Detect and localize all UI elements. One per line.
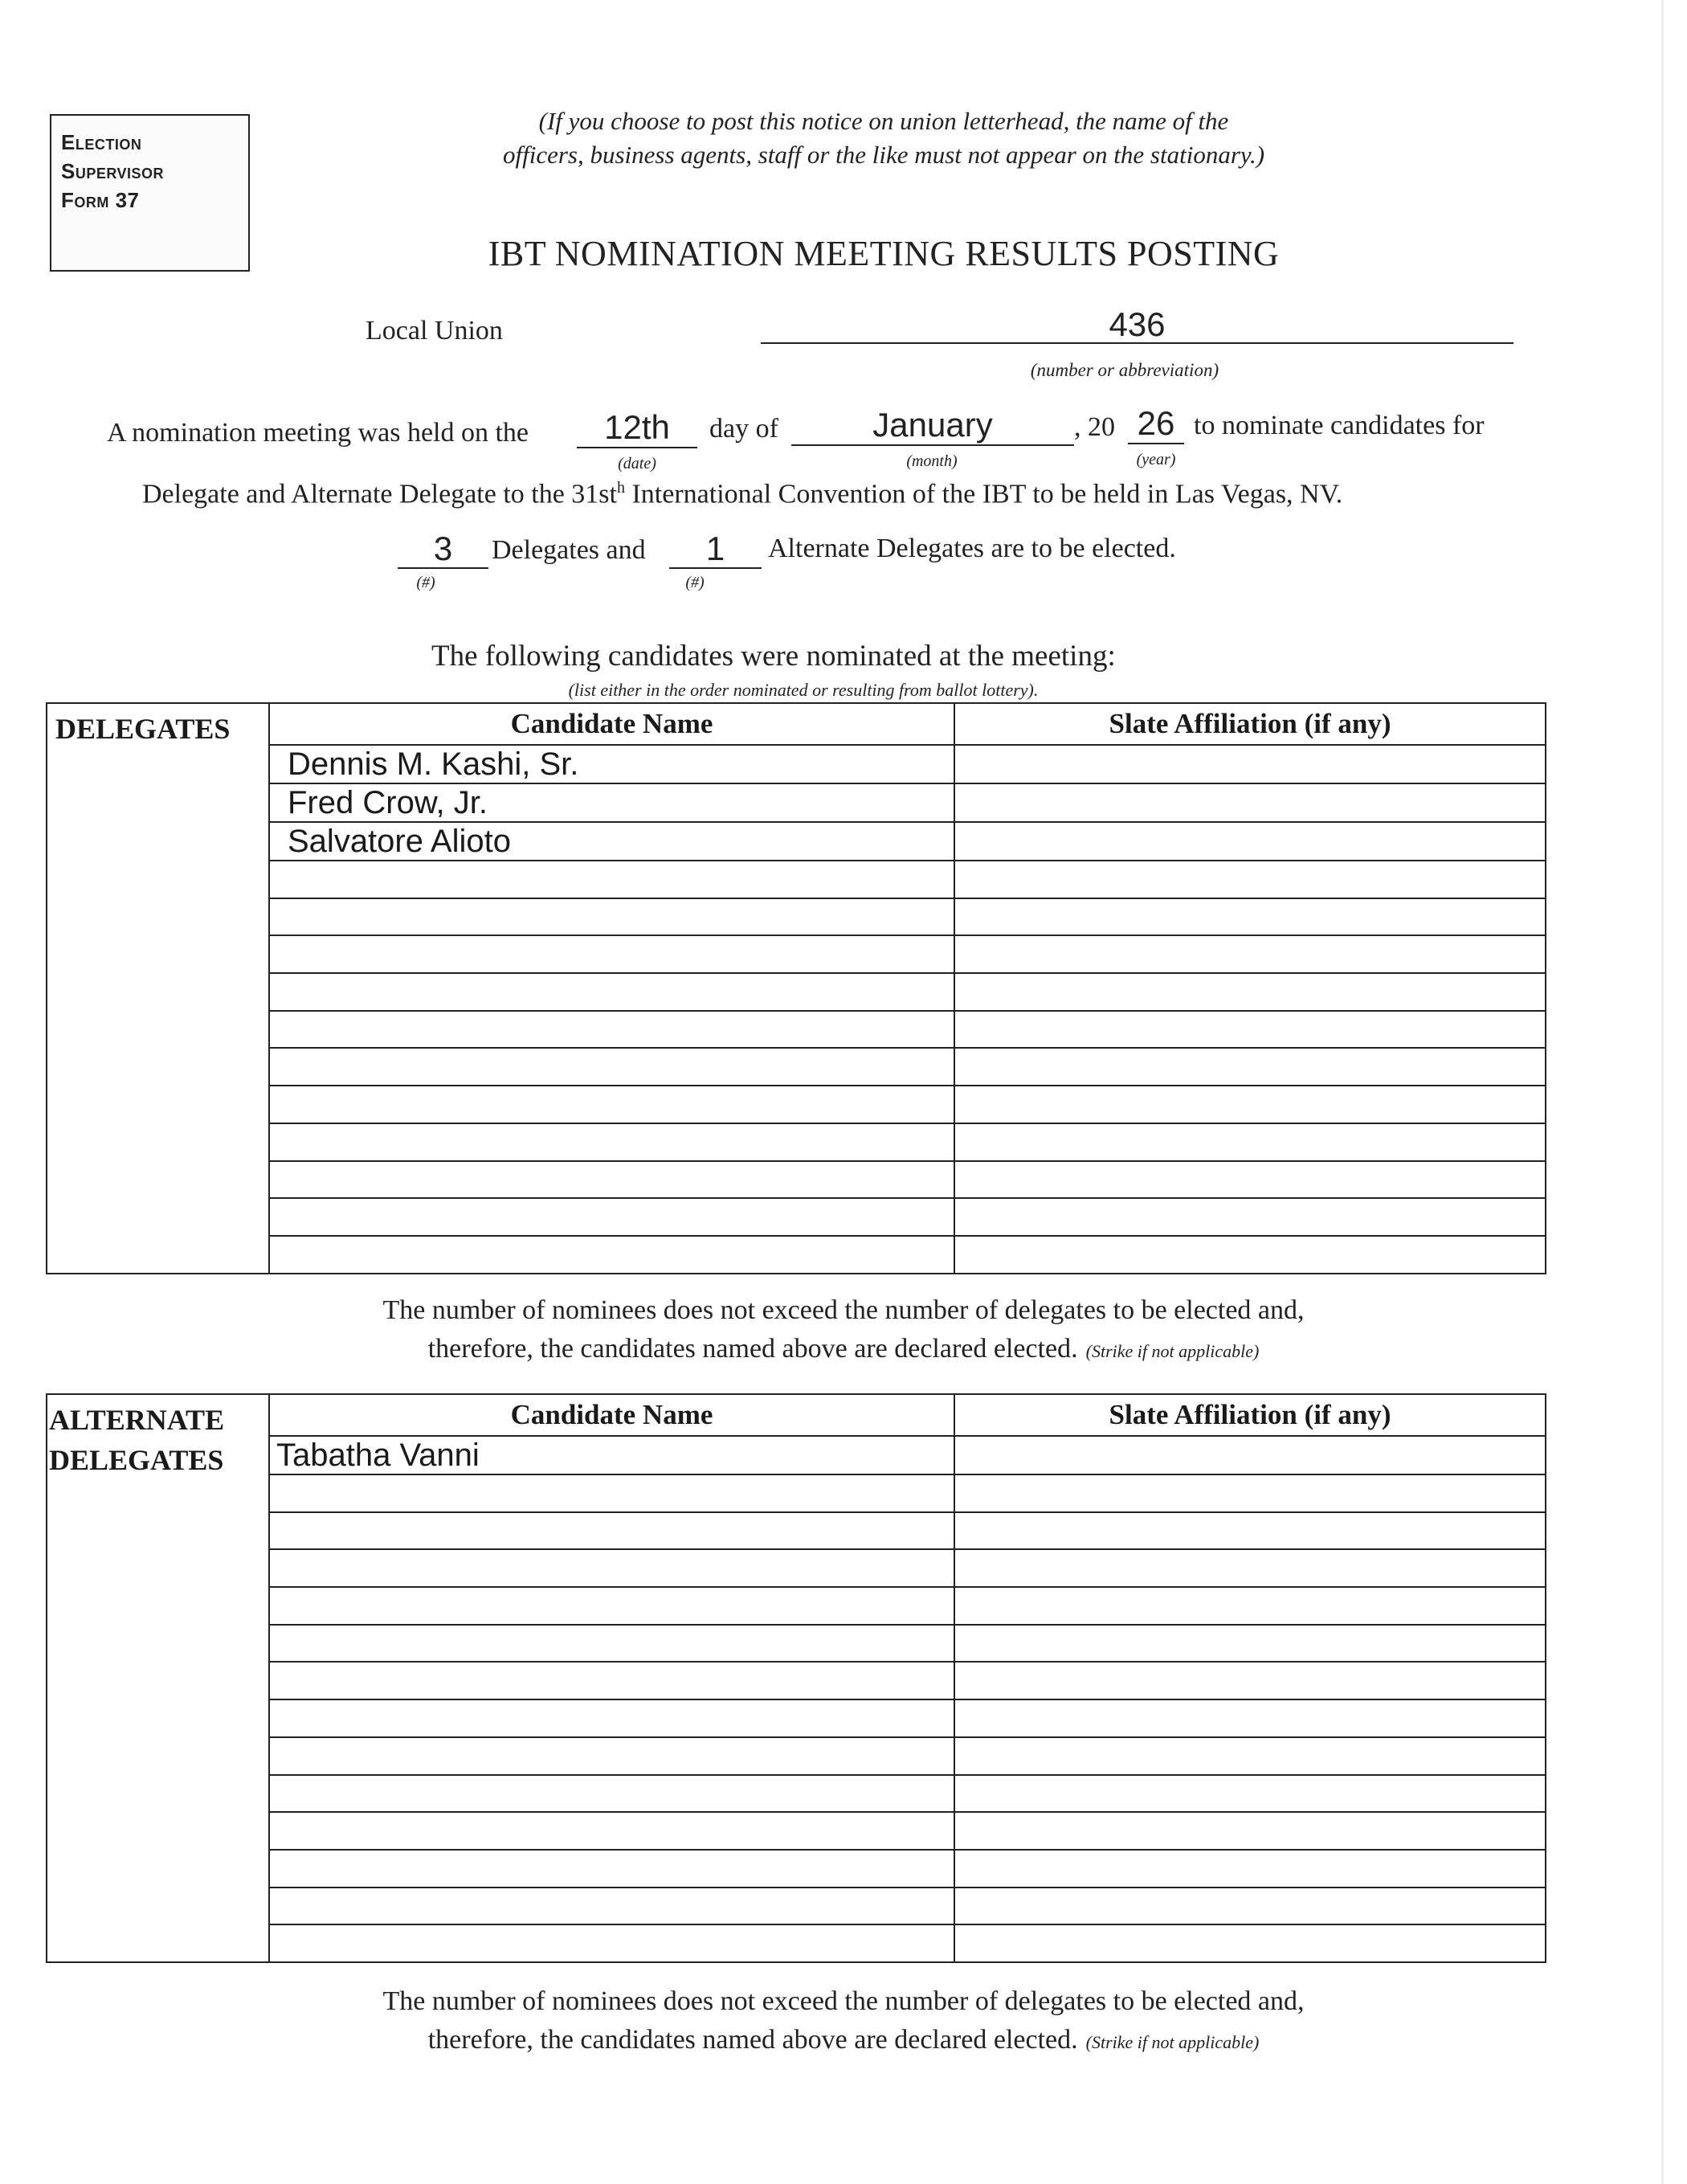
- candidate-name-cell[interactable]: [269, 1048, 954, 1086]
- convention-text-a: Delegate and Alternate Delegate to the 31st: [142, 479, 617, 509]
- slate-cell[interactable]: [954, 1887, 1546, 1925]
- table-row: [47, 861, 1546, 898]
- table-row: [47, 1048, 1546, 1086]
- meeting-date-caption: (date): [618, 455, 656, 472]
- convention-sentence: [142, 479, 1342, 509]
- table-header-row: [47, 703, 1546, 745]
- alternates-strike-note: (Strike if not applicable): [1085, 2032, 1260, 2052]
- table-row: [47, 1549, 1546, 1587]
- candidate-name-cell[interactable]: [269, 1198, 954, 1236]
- column-header-slate-affiliation: Slate Affiliation (if any): [954, 703, 1546, 745]
- table-row: [47, 1198, 1546, 1236]
- nominated-subheading: (list either in the order nominated or resulting from ballot lottery).: [568, 680, 1039, 700]
- slate-cell[interactable]: [954, 1198, 1546, 1236]
- meeting-year-prefix: , 20: [1074, 412, 1115, 442]
- table-row: [47, 935, 1546, 973]
- local-union-label: Local Union: [366, 316, 503, 346]
- slate-cell[interactable]: [954, 1850, 1546, 1887]
- table-row: [47, 1699, 1546, 1737]
- table-row: [47, 1436, 1546, 1474]
- delegates-count-caption: (#): [416, 574, 435, 591]
- meeting-month-field[interactable]: [791, 406, 1074, 446]
- table-row: [47, 1924, 1546, 1962]
- page-edge: [1661, 0, 1664, 2184]
- delegates-count-value: 3: [433, 530, 453, 567]
- slate-cell[interactable]: [954, 1924, 1546, 1962]
- candidate-name-cell[interactable]: [269, 861, 954, 898]
- candidate-name-cell[interactable]: [269, 1086, 954, 1123]
- alternates-section-label: [47, 1394, 269, 1962]
- slate-cell[interactable]: [954, 1011, 1546, 1049]
- table-row: [47, 1123, 1546, 1161]
- candidate-name-cell[interactable]: [269, 1236, 954, 1274]
- alternates-table: [46, 1393, 1546, 1963]
- meeting-month-value: January: [872, 406, 993, 444]
- candidate-name-cell[interactable]: [269, 1924, 954, 1962]
- table-row: [47, 783, 1546, 822]
- candidate-name-cell[interactable]: [269, 1812, 954, 1850]
- meeting-prefix: A nomination meeting was held on the: [107, 418, 529, 448]
- candidate-name-cell[interactable]: [269, 1662, 954, 1699]
- candidate-name-cell[interactable]: [269, 1699, 954, 1737]
- convention-text-b: International Convention of the IBT to be held in Las Vegas, NV.: [624, 479, 1343, 509]
- slate-cell[interactable]: [954, 1123, 1546, 1161]
- table-row: [47, 1086, 1546, 1123]
- slate-cell[interactable]: [954, 1662, 1546, 1699]
- letterhead-notice-line-2: officers, business agents, staff or the like must not appear on the stationary.): [502, 141, 1265, 169]
- form-box-line-2: Supervisor: [61, 159, 165, 183]
- candidate-name-cell[interactable]: Fred Crow, Jr.: [269, 783, 954, 822]
- table-row: [47, 745, 1546, 783]
- meeting-suffix: to nominate candidates for: [1194, 411, 1485, 440]
- candidate-name-cell[interactable]: [269, 1850, 954, 1887]
- table-header-row: [47, 1394, 1546, 1436]
- candidate-name-cell[interactable]: [269, 1887, 954, 1925]
- form-box-line-1: Election: [61, 130, 142, 154]
- form-id-box: [50, 114, 250, 272]
- letterhead-notice-line-1: (If you choose to post this notice on union letterhead, the name of the: [538, 107, 1229, 135]
- meeting-year-value: 26: [1137, 404, 1175, 442]
- candidate-name-cell[interactable]: [269, 1474, 954, 1512]
- slate-cell[interactable]: [954, 1737, 1546, 1775]
- candidate-name-cell[interactable]: [269, 973, 954, 1011]
- slate-cell[interactable]: [954, 1587, 1546, 1625]
- slate-cell[interactable]: [954, 822, 1546, 861]
- column-header-candidate-name: Candidate Name: [269, 703, 954, 745]
- meeting-date-field[interactable]: [577, 408, 697, 448]
- candidate-name-cell[interactable]: Salvatore Alioto: [269, 822, 954, 861]
- delegates-count-field[interactable]: [398, 530, 488, 569]
- candidate-name-cell[interactable]: [269, 1587, 954, 1625]
- alternates-footer-text: therefore, the candidates named above are declared elected.: [427, 2025, 1078, 2055]
- table-row: [47, 1737, 1546, 1775]
- delegates-footer-line-2: [241, 1334, 1446, 1364]
- alternates-footer-line-1: The number of nominees does not exceed the number of delegates to be elected and,: [382, 1986, 1305, 2016]
- meeting-day-of: day of: [709, 414, 778, 444]
- slate-cell[interactable]: [954, 1625, 1546, 1663]
- meeting-year-caption: (year): [1136, 451, 1176, 468]
- table-row: [47, 1625, 1546, 1663]
- meeting-year-field[interactable]: [1128, 404, 1184, 444]
- candidate-name-cell[interactable]: [269, 1011, 954, 1049]
- table-row: [47, 822, 1546, 861]
- candidate-name-cell[interactable]: Tabatha Vanni: [269, 1436, 954, 1474]
- local-union-caption: (number or abbreviation): [1030, 360, 1219, 380]
- alternates-label-line-2: DELEGATES: [49, 1444, 224, 1476]
- slate-cell[interactable]: [954, 1236, 1546, 1274]
- slate-cell[interactable]: [954, 745, 1546, 783]
- candidate-name-cell[interactable]: [269, 898, 954, 936]
- table-row: [47, 1662, 1546, 1699]
- slate-cell[interactable]: [954, 1048, 1546, 1086]
- delegates-strike-note: (Strike if not applicable): [1085, 1341, 1260, 1361]
- slate-cell[interactable]: [954, 898, 1546, 936]
- candidate-name-cell[interactable]: [269, 935, 954, 973]
- table-row: [47, 1161, 1546, 1199]
- candidate-name-cell[interactable]: [269, 1549, 954, 1587]
- local-union-field[interactable]: [761, 307, 1513, 344]
- table-row: [47, 1587, 1546, 1625]
- slate-cell[interactable]: [954, 1474, 1546, 1512]
- table-row: [47, 1011, 1546, 1049]
- delegates-footer-text: therefore, the candidates named above are declared elected.: [427, 1334, 1078, 1364]
- table-row: [47, 1512, 1546, 1550]
- delegates-table: [46, 702, 1546, 1274]
- alternates-label-line-1: ALTERNATE: [49, 1404, 225, 1436]
- slate-cell[interactable]: [954, 973, 1546, 1011]
- meeting-month-caption: (month): [906, 452, 958, 470]
- alternates-count-label: Alternate Delegates are to be elected.: [768, 534, 1176, 563]
- slate-cell[interactable]: [954, 861, 1546, 898]
- table-row: [47, 973, 1546, 1011]
- alternates-count-value: 1: [705, 530, 725, 567]
- table-row: [47, 1236, 1546, 1274]
- local-union-value: 436: [1109, 305, 1166, 343]
- table-row: [47, 1850, 1546, 1887]
- nominated-heading: The following candidates were nominated at the meeting:: [431, 640, 1116, 673]
- candidate-name-cell[interactable]: [269, 1625, 954, 1663]
- candidate-name-cell[interactable]: [269, 1161, 954, 1199]
- delegates-footer-line-1: The number of nominees does not exceed the number of delegates to be elected and,: [382, 1295, 1305, 1325]
- alternates-count-field[interactable]: [669, 530, 762, 569]
- table-row: [47, 1775, 1546, 1813]
- form-box-line-3: Form 37: [61, 188, 140, 212]
- alternates-footer-line-2: [241, 2025, 1446, 2055]
- candidate-name-cell[interactable]: Dennis M. Kashi, Sr.: [269, 745, 954, 783]
- table-row: [47, 1887, 1546, 1925]
- table-row: [47, 1474, 1546, 1512]
- column-header-candidate-name: Candidate Name: [269, 1394, 954, 1436]
- table-row: [47, 1812, 1546, 1850]
- convention-superscript: h: [616, 479, 625, 497]
- slate-cell[interactable]: [954, 1436, 1546, 1474]
- candidate-name-cell[interactable]: [269, 1775, 954, 1813]
- slate-cell[interactable]: [954, 1086, 1546, 1123]
- alternates-count-caption: (#): [685, 574, 705, 591]
- slate-cell[interactable]: [954, 1512, 1546, 1550]
- table-row: [47, 898, 1546, 936]
- slate-cell[interactable]: [954, 1775, 1546, 1813]
- slate-cell[interactable]: [954, 935, 1546, 973]
- delegates-section-label: DELEGATES: [47, 703, 269, 1274]
- delegates-count-label: Delegates and: [492, 535, 646, 565]
- slate-cell[interactable]: [954, 1812, 1546, 1850]
- slate-cell[interactable]: [954, 783, 1546, 822]
- slate-cell[interactable]: [954, 1161, 1546, 1199]
- candidate-name-cell[interactable]: [269, 1512, 954, 1550]
- candidate-name-cell[interactable]: [269, 1737, 954, 1775]
- column-header-slate-affiliation: Slate Affiliation (if any): [954, 1394, 1546, 1436]
- meeting-date-value: 12th: [604, 408, 670, 446]
- slate-cell[interactable]: [954, 1549, 1546, 1587]
- slate-cell[interactable]: [954, 1699, 1546, 1737]
- page-title: IBT NOMINATION MEETING RESULTS POSTING: [488, 234, 1280, 273]
- candidate-name-cell[interactable]: [269, 1123, 954, 1161]
